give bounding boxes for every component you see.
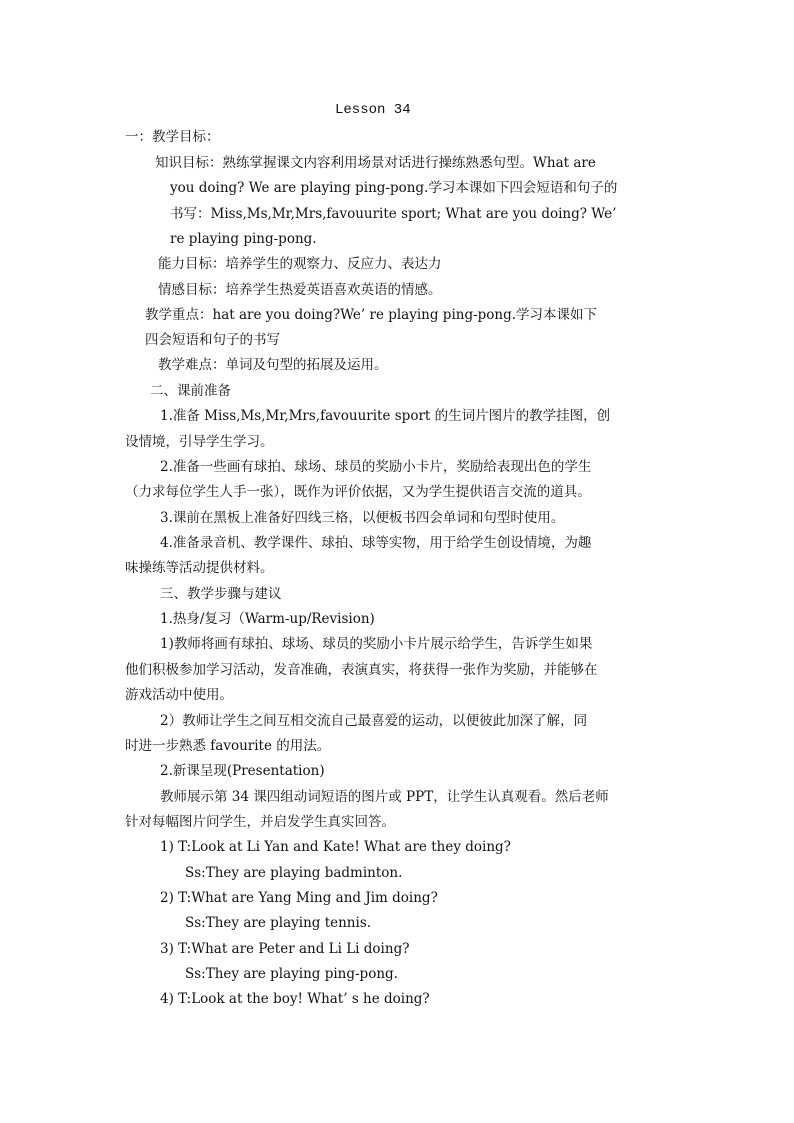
paragraph-line: 4.准备录音机、教学课件、球拍、球等实物，用于给学生创设情境，为趣 (160, 535, 592, 551)
paragraph-line: 情感目标：培养学生热爱英语喜欢英语的情感。 (158, 282, 442, 298)
paragraph-line: 能力目标：培养学生的观察力、反应力、表达力 (158, 256, 442, 272)
paragraph-line: 时进一步熟悉 favourite 的用法。 (125, 738, 331, 754)
paragraph-line: 教学重点：hat are you doing?We’ re playing ping-pong.学习本课如下 (145, 307, 598, 323)
paragraph-line: 针对每幅图片问学生，并启发学生真实回答。 (125, 814, 395, 830)
page-title: Lesson 34 (335, 102, 411, 118)
paragraph-line: 3.课前在黑板上准备好四线三格，以便板书四会单词和句型时使用。 (160, 510, 565, 526)
dialogue-line: 2) T:What are Yang Ming and Jim doing? (160, 890, 438, 906)
dialogue-line: Ss:They are playing ping-pong. (185, 966, 398, 982)
paragraph-line: 知识目标：熟练掌握课文内容利用场景对话进行操练熟悉句型。What are (155, 155, 596, 171)
paragraph-line: 味操练等活动提供材料。 (125, 560, 274, 576)
paragraph-line: 书写：Miss,Ms,Mr,Mrs,favouurite sport; What are you doing? We’ (170, 206, 617, 222)
paragraph-line: 2）教师让学生之间互相交流自己最喜爱的运动，以便彼此加深了解，同 (160, 713, 588, 729)
section-heading: 一：教学目标： (125, 129, 220, 145)
paragraph-line: you doing? We are playing ping-pong.学习本课如下四会短语和句子的 (170, 180, 618, 196)
paragraph-line: 他们积极参加学习活动，发音准确，表演真实，将获得一张作为奖励，并能够在 (125, 662, 598, 678)
paragraph-line: 1)教师将画有球拍、球场、球员的奖励小卡片展示给学生，告诉学生如果 (160, 636, 593, 652)
section-heading: 二、课前准备 (150, 383, 231, 399)
dialogue-line: 3) T:What are Peter and Li Li doing? (160, 941, 410, 957)
dialogue-line: 4) T:Look at the boy! What’ s he doing? (160, 991, 430, 1007)
paragraph-line: （力求每位学生人手一张），既作为评价依据，又为学生提供语言交流的道具。 (125, 484, 591, 500)
section-heading: 三、教学步骤与建议 (160, 586, 282, 602)
paragraph-line: 2.准备一些画有球拍、球场、球员的奖励小卡片，奖励给表现出色的学生 (160, 459, 592, 475)
dialogue-line: Ss:They are playing badminton. (185, 865, 403, 881)
paragraph-line: re playing ping-pong. (170, 231, 317, 247)
paragraph-line: 1.准备 Miss,Ms,Mr,Mrs,favouurite sport 的生词片图片的教学挂图，创 (160, 408, 611, 424)
paragraph-line: 四会短语和句子的书写 (145, 332, 280, 348)
paragraph-line: 游戏活动中使用。 (125, 687, 233, 703)
subsection-heading: 1.热身/复习（Warm-up/Revision) (160, 611, 375, 627)
dialogue-line: 1) T:Look at Li Yan and Kate! What are they doing? (160, 839, 511, 855)
dialogue-line: Ss:They are playing tennis. (185, 915, 372, 931)
subsection-heading: 2.新课呈现(Presentation) (160, 763, 325, 779)
paragraph-line: 设情境，引导学生学习。 (125, 434, 274, 450)
paragraph-line: 教师展示第 34 课四组动词短语的图片或 PPT，让学生认真观看。然后老师 (160, 789, 609, 805)
paragraph-line: 教学难点：单词及句型的拓展及运用。 (158, 357, 388, 373)
